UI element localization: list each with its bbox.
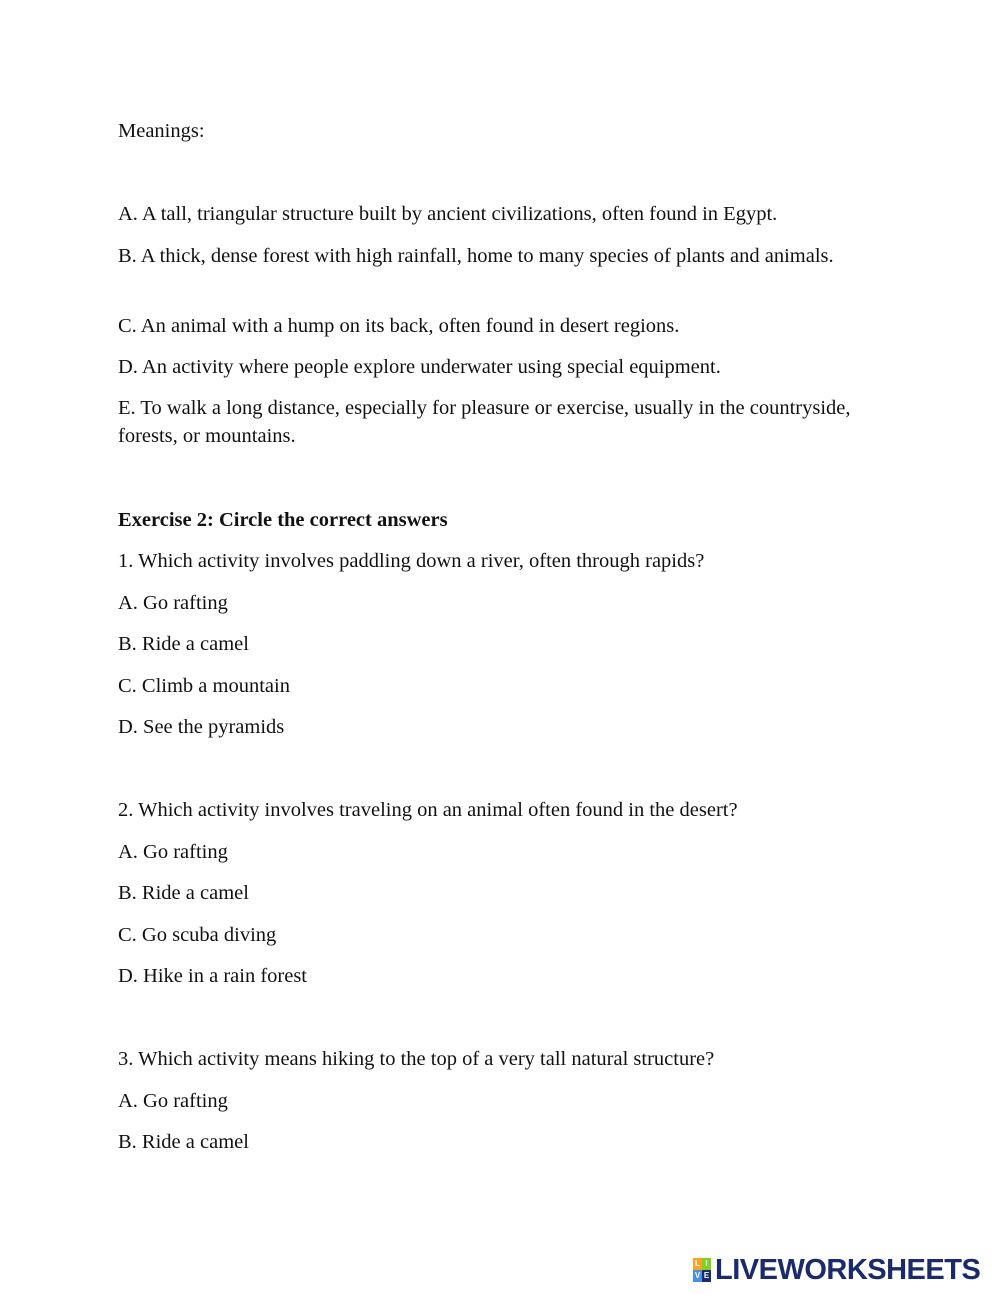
liveworksheets-logo-mark (693, 1258, 711, 1282)
question-1-option-a[interactable]: A. Go rafting (118, 592, 228, 614)
logo-mark-i: I (702, 1258, 711, 1270)
meanings-heading: Meanings: (118, 120, 205, 142)
question-1-option-b[interactable]: B. Ride a camel (118, 633, 249, 655)
question-2-option-d[interactable]: D. Hike in a rain forest (118, 965, 307, 987)
question-1-option-d[interactable]: D. See the pyramids (118, 716, 285, 738)
question-2: 2. Which activity involves traveling on an animal often found in the desert? (118, 799, 738, 821)
question-2-option-c[interactable]: C. Go scuba diving (118, 924, 277, 946)
question-2-option-b[interactable]: B. Ride a camel (118, 882, 249, 904)
meaning-a: A. A tall, triangular structure built by ancient civilizations, often found in Egypt. (118, 203, 778, 225)
logo-mark-e: E (703, 1271, 710, 1280)
meaning-d: D. An activity where people explore underwater using special equipment. (118, 356, 721, 378)
liveworksheets-logo (693, 1255, 980, 1285)
question-3-option-a[interactable]: A. Go rafting (118, 1090, 228, 1112)
question-1-option-c[interactable]: C. Climb a mountain (118, 675, 290, 697)
question-2-option-a[interactable]: A. Go rafting (118, 841, 228, 863)
meaning-e: E. To walk a long distance, especially for pleasure or exercise, usually in the countryside, forests, or mountains. (118, 397, 851, 447)
exercise-2-title: Exercise 2: Circle the correct answers (118, 509, 448, 531)
liveworksheets-logo-text: LIVEWORKSHEETS (715, 1254, 981, 1286)
meaning-b: B. A thick, dense forest with high rainfall, home to many species of plants and animals. (118, 245, 834, 267)
question-1: 1. Which activity involves paddling down a river, often through rapids? (118, 550, 705, 572)
meaning-c: C. An animal with a hump on its back, often found in desert regions. (118, 315, 680, 337)
logo-mark-l: L (693, 1258, 702, 1270)
question-3: 3. Which activity means hiking to the top of a very tall natural structure? (118, 1048, 715, 1070)
logo-mark-v: V (694, 1271, 701, 1280)
question-3-option-b[interactable]: B. Ride a camel (118, 1131, 249, 1153)
